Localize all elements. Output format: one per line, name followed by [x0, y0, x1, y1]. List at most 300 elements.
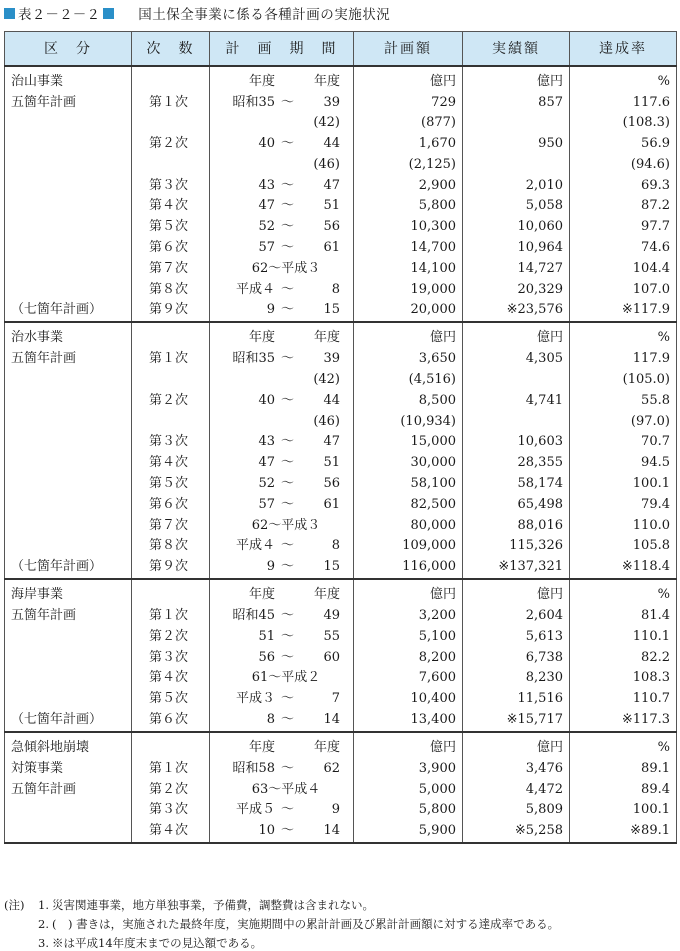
period-separator: ～	[280, 219, 294, 235]
rate-cell: 55.8	[570, 391, 677, 412]
period-separator: ～	[280, 351, 294, 367]
period-from: 9	[266, 559, 275, 575]
unit-oku-yen: 億円	[463, 732, 570, 759]
plan-amount-cell: (877)	[354, 113, 463, 134]
rate-cell: 110.1	[570, 627, 677, 648]
period-cell	[210, 412, 354, 433]
unit-oku-yen: 億円	[463, 579, 570, 606]
period-cell	[210, 710, 354, 732]
period-to: 15	[323, 302, 340, 318]
plan-amount-cell: (10,934)	[354, 412, 463, 433]
actual-amount-cell	[463, 113, 570, 134]
rate-cell: 74.6	[570, 238, 677, 259]
phase-cell: 第８次	[132, 280, 210, 301]
period-separator: ～	[280, 649, 294, 665]
actual-amount-cell: ※137,321	[463, 557, 570, 579]
period-range	[210, 155, 353, 176]
period-from: 57	[258, 496, 275, 512]
header-category: 区 分	[5, 32, 132, 66]
period-from: 10	[258, 823, 275, 839]
period-cell	[210, 259, 354, 280]
period-cell	[210, 391, 354, 412]
plan-amount-cell: 5,800	[354, 196, 463, 217]
phase-cell: 第２次	[132, 134, 210, 155]
table-row	[5, 668, 677, 689]
period-range	[210, 93, 353, 114]
phase-cell	[132, 732, 210, 759]
actual-amount-cell: 5,058	[463, 196, 570, 217]
period-cell	[210, 474, 354, 495]
phase-cell: 第５次	[132, 474, 210, 495]
phase-cell: 第４次	[132, 453, 210, 474]
period-from: 平成４	[235, 281, 275, 297]
category-cell	[5, 453, 132, 474]
period-separator: ～	[280, 136, 294, 152]
category-cell	[5, 412, 132, 433]
period-cell	[210, 732, 354, 759]
period-range	[210, 432, 353, 453]
period-separator: ～	[280, 760, 294, 776]
header-actual-amount: 実績額	[463, 32, 570, 66]
table-row	[5, 495, 677, 516]
plan-amount-cell: 109,000	[354, 536, 463, 557]
period-range	[210, 759, 353, 780]
unit-oku-yen: 億円	[463, 322, 570, 349]
period-cell	[210, 196, 354, 217]
rate-cell: 82.2	[570, 648, 677, 669]
unit-percent: %	[570, 322, 677, 349]
period-to: 14	[323, 712, 340, 728]
phase-cell: 第４次	[132, 668, 210, 689]
table-row	[5, 134, 677, 155]
actual-amount-cell	[463, 412, 570, 433]
unit-row	[5, 732, 677, 759]
category-cell	[5, 196, 132, 217]
category-cell: （七箇年計画）	[5, 300, 132, 322]
plan-amount-cell: 7,600	[354, 668, 463, 689]
rate-cell: 107.0	[570, 280, 677, 301]
period-range	[210, 176, 353, 197]
rate-cell: 89.1	[570, 759, 677, 780]
period-cell	[210, 821, 354, 843]
plan-amount-cell: 58,100	[354, 474, 463, 495]
period-cell	[210, 668, 354, 689]
period-to: 44	[323, 136, 340, 152]
table-row	[5, 648, 677, 669]
actual-amount-cell	[463, 370, 570, 391]
period-to: 7	[331, 691, 340, 707]
period-range	[210, 780, 353, 801]
period-cell	[210, 495, 354, 516]
unit-oku-yen: 億円	[354, 579, 463, 606]
period-range	[210, 113, 353, 134]
period-to: 55	[323, 628, 340, 644]
phase-cell: 第１次	[132, 349, 210, 370]
period-range	[210, 606, 353, 627]
category-cell: 治山事業	[5, 66, 132, 93]
period-range	[210, 516, 353, 537]
rate-cell: 117.6	[570, 93, 677, 114]
plan-amount-cell: (2,125)	[354, 155, 463, 176]
plan-amount-cell: 3,200	[354, 606, 463, 627]
plan-amount-cell: 116,000	[354, 557, 463, 579]
header-plan-amount: 計画額	[354, 32, 463, 66]
rate-cell: 70.7	[570, 432, 677, 453]
rate-cell: 79.4	[570, 495, 677, 516]
rate-cell: 69.3	[570, 176, 677, 197]
actual-amount-cell: 88,016	[463, 516, 570, 537]
period-to: (42)	[313, 115, 340, 131]
period-separator: ～	[280, 496, 294, 512]
actual-amount-cell: 28,355	[463, 453, 570, 474]
rate-cell: ※117.3	[570, 710, 677, 732]
phase-cell	[132, 113, 210, 134]
period-from: 40	[258, 136, 275, 152]
category-cell	[5, 536, 132, 557]
plan-amount-cell: 14,100	[354, 259, 463, 280]
actual-amount-cell: ※15,717	[463, 710, 570, 732]
phase-cell: 第９次	[132, 300, 210, 322]
table-row	[5, 196, 677, 217]
period-separator: ～	[280, 94, 294, 110]
period-to: 39	[323, 94, 340, 110]
phase-cell: 第９次	[132, 557, 210, 579]
period-separator: ～	[280, 628, 294, 644]
rate-cell: 108.3	[570, 668, 677, 689]
actual-amount-cell: 4,472	[463, 780, 570, 801]
actual-amount-cell: 5,613	[463, 627, 570, 648]
phase-cell	[132, 370, 210, 391]
period-from: 43	[258, 434, 275, 450]
category-cell	[5, 432, 132, 453]
period-range	[210, 536, 353, 557]
period-cell	[210, 627, 354, 648]
table-caption: 国土保全事業に係る各種計画の実施状況	[138, 7, 391, 23]
plan-amount-cell: (4,516)	[354, 370, 463, 391]
unit-fiscal-year: 年度	[248, 587, 275, 603]
rate-cell: (105.0)	[570, 370, 677, 391]
phase-cell: 第２次	[132, 627, 210, 648]
period-range	[210, 474, 353, 495]
actual-amount-cell: 4,305	[463, 349, 570, 370]
unit-oku-yen: 億円	[463, 66, 570, 93]
table-row	[5, 412, 677, 433]
table-row	[5, 557, 677, 579]
period-unit	[210, 327, 353, 349]
phase-cell: 第６次	[132, 710, 210, 732]
period-to: 62	[323, 760, 340, 776]
table-row	[5, 217, 677, 238]
unit-oku-yen: 億円	[354, 322, 463, 349]
footnote: 2. ( ) 書きは，実施された最終年度，実施期間中の累計計画及び累計計画額に対する達成率である。	[4, 915, 559, 934]
period-to: 60	[323, 649, 340, 665]
period-range	[210, 134, 353, 155]
phase-cell	[132, 322, 210, 349]
period-to: 8	[331, 281, 340, 297]
category-cell	[5, 391, 132, 412]
table-row	[5, 780, 677, 801]
period-cell	[210, 453, 354, 474]
category-cell: 海岸事業	[5, 579, 132, 606]
title-square-marker	[4, 8, 15, 19]
period-separator: ～	[280, 802, 294, 818]
unit-fiscal-year: 年度	[313, 587, 340, 603]
actual-amount-cell: 950	[463, 134, 570, 155]
table-row	[5, 453, 677, 474]
period-separator: ～	[280, 608, 294, 624]
period-range	[210, 800, 353, 821]
table-row	[5, 238, 677, 259]
plan-amount-cell: 5,900	[354, 821, 463, 843]
actual-amount-cell: 4,741	[463, 391, 570, 412]
actual-amount-cell: 5,809	[463, 800, 570, 821]
period-separator: ～	[280, 177, 294, 193]
period-from: 43	[258, 177, 275, 193]
period-cell	[210, 800, 354, 821]
plan-amount-cell: 5,100	[354, 627, 463, 648]
category-cell: （七箇年計画）	[5, 710, 132, 732]
period-separator: ～	[280, 455, 294, 471]
category-cell	[5, 821, 132, 843]
table-row	[5, 759, 677, 780]
actual-amount-cell: ※23,576	[463, 300, 570, 322]
actual-amount-cell: 3,476	[463, 759, 570, 780]
plan-amount-cell: 15,000	[354, 432, 463, 453]
period-cell	[210, 155, 354, 176]
phase-cell: 第３次	[132, 648, 210, 669]
period-text: 63～平成４	[251, 781, 321, 797]
category-cell: 急傾斜地崩壊	[5, 732, 132, 759]
unit-percent: %	[570, 66, 677, 93]
table-row	[5, 370, 677, 391]
period-from: 40	[258, 392, 275, 408]
plan-amount-cell: 19,000	[354, 280, 463, 301]
plan-amount-cell: 729	[354, 93, 463, 114]
period-cell	[210, 93, 354, 114]
category-cell	[5, 516, 132, 537]
plan-amount-cell: 82,500	[354, 495, 463, 516]
rate-cell: ※118.4	[570, 557, 677, 579]
rate-cell: 89.4	[570, 780, 677, 801]
footnote: 3. ※は平成14年度末までの見込額である。	[4, 934, 559, 951]
phase-cell	[132, 155, 210, 176]
period-separator: ～	[280, 691, 294, 707]
actual-amount-cell: 11,516	[463, 689, 570, 710]
period-separator: ～	[280, 538, 294, 554]
rate-cell: (97.0)	[570, 412, 677, 433]
unit-oku-yen: 億円	[354, 66, 463, 93]
category-cell	[5, 176, 132, 197]
category-cell: 五箇年計画	[5, 349, 132, 370]
period-range	[210, 627, 353, 648]
plan-amount-cell: 3,650	[354, 349, 463, 370]
period-separator: ～	[280, 434, 294, 450]
period-from: 平成５	[235, 802, 275, 818]
header-period: 計 画 期 間	[210, 32, 354, 66]
period-cell	[210, 217, 354, 238]
period-from: 昭和35	[232, 351, 275, 367]
category-cell	[5, 217, 132, 238]
period-to: 56	[323, 476, 340, 492]
period-separator: ～	[280, 240, 294, 256]
period-cell	[210, 134, 354, 155]
category-cell	[5, 495, 132, 516]
phase-cell: 第５次	[132, 689, 210, 710]
phase-cell: 第６次	[132, 495, 210, 516]
period-from: 52	[258, 476, 275, 492]
actual-amount-cell: 6,738	[463, 648, 570, 669]
period-to: 51	[323, 198, 340, 214]
phase-cell	[132, 412, 210, 433]
rate-cell: (94.6)	[570, 155, 677, 176]
period-cell	[210, 113, 354, 134]
unit-row	[5, 66, 677, 93]
period-separator: ～	[280, 476, 294, 492]
actual-amount-cell: 2,010	[463, 176, 570, 197]
rate-cell: 97.7	[570, 217, 677, 238]
category-cell	[5, 648, 132, 669]
actual-amount-cell	[463, 155, 570, 176]
unit-percent: %	[570, 732, 677, 759]
table-row	[5, 93, 677, 114]
table-row	[5, 474, 677, 495]
unit-fiscal-year: 年度	[248, 330, 275, 346]
rate-cell: ※89.1	[570, 821, 677, 843]
period-range	[210, 349, 353, 370]
period-from: 9	[266, 302, 275, 318]
period-cell	[210, 176, 354, 197]
period-range	[210, 689, 353, 710]
period-to: (46)	[313, 156, 340, 172]
rate-cell: 100.1	[570, 800, 677, 821]
period-to: 15	[323, 559, 340, 575]
period-to: 39	[323, 351, 340, 367]
phase-cell: 第７次	[132, 259, 210, 280]
period-separator: ～	[280, 559, 294, 575]
period-separator: ～	[280, 198, 294, 214]
period-cell	[210, 238, 354, 259]
period-unit	[210, 584, 353, 606]
period-range	[210, 259, 353, 280]
period-separator: ～	[280, 281, 294, 297]
period-to: 8	[331, 538, 340, 554]
unit-oku-yen: 億円	[354, 732, 463, 759]
plan-amount-cell: 10,300	[354, 217, 463, 238]
period-from: 8	[266, 712, 275, 728]
actual-amount-cell: 2,604	[463, 606, 570, 627]
period-range	[210, 668, 353, 689]
period-to: 51	[323, 455, 340, 471]
period-cell	[210, 648, 354, 669]
period-to: 14	[323, 823, 340, 839]
plan-amount-cell: 5,000	[354, 780, 463, 801]
period-range	[210, 238, 353, 259]
phase-cell: 第４次	[132, 196, 210, 217]
unit-row	[5, 322, 677, 349]
table-number: 表２－２－２	[18, 7, 101, 23]
period-cell	[210, 689, 354, 710]
category-cell: 治水事業	[5, 322, 132, 349]
period-to: 61	[323, 496, 340, 512]
category-cell	[5, 474, 132, 495]
plan-amount-cell: 14,700	[354, 238, 463, 259]
period-from: 47	[258, 455, 275, 471]
phase-cell: 第３次	[132, 800, 210, 821]
period-unit	[210, 71, 353, 93]
category-cell	[5, 280, 132, 301]
period-cell	[210, 579, 354, 606]
period-cell	[210, 606, 354, 627]
plan-amount-cell: 3,900	[354, 759, 463, 780]
plan-amount-cell: 30,000	[354, 453, 463, 474]
plan-amount-cell: 5,800	[354, 800, 463, 821]
period-range	[210, 648, 353, 669]
table-body	[5, 66, 677, 844]
rate-cell: (108.3)	[570, 113, 677, 134]
period-cell	[210, 349, 354, 370]
actual-amount-cell: 115,326	[463, 536, 570, 557]
plan-amount-cell: 20,000	[354, 300, 463, 322]
plan-amount-cell: 2,900	[354, 176, 463, 197]
table-row	[5, 280, 677, 301]
category-cell	[5, 627, 132, 648]
category-cell: 五箇年計画	[5, 606, 132, 627]
period-to: (42)	[313, 372, 340, 388]
period-to: 47	[323, 434, 340, 450]
period-range	[210, 300, 353, 321]
period-cell	[210, 300, 354, 322]
actual-amount-cell: 10,964	[463, 238, 570, 259]
footnote-label: (注)	[4, 898, 25, 912]
actual-amount-cell: 65,498	[463, 495, 570, 516]
table-row	[5, 821, 677, 843]
period-from: 昭和58	[232, 760, 275, 776]
period-from: 昭和35	[232, 94, 275, 110]
category-cell	[5, 113, 132, 134]
table-row	[5, 155, 677, 176]
footnotes	[4, 896, 559, 951]
category-cell: 五箇年計画	[5, 93, 132, 114]
period-to: 49	[323, 608, 340, 624]
category-cell: （七箇年計画）	[5, 557, 132, 579]
period-text: 62～平成３	[251, 517, 321, 533]
rate-cell: 94.5	[570, 453, 677, 474]
period-separator: ～	[280, 712, 294, 728]
header-achievement-rate: 達成率	[570, 32, 677, 66]
period-range	[210, 412, 353, 433]
period-range	[210, 280, 353, 301]
table-title	[4, 3, 390, 23]
plan-amount-cell: 10,400	[354, 689, 463, 710]
rate-cell: ※117.9	[570, 300, 677, 322]
phase-cell: 第６次	[132, 238, 210, 259]
rate-cell: 56.9	[570, 134, 677, 155]
period-to: (46)	[313, 413, 340, 429]
period-cell	[210, 322, 354, 349]
period-range	[210, 821, 353, 842]
rate-cell: 110.0	[570, 516, 677, 537]
period-range	[210, 391, 353, 412]
phase-cell: 第７次	[132, 516, 210, 537]
phase-cell: 第２次	[132, 780, 210, 801]
actual-amount-cell: 20,329	[463, 280, 570, 301]
footnote-text: ( ) 書きは，実施された最終年度，実施期間中の累計計画及び累計計画額に対する達成率である。	[52, 917, 560, 931]
period-cell	[210, 780, 354, 801]
plan-amount-cell: 8,500	[354, 391, 463, 412]
period-separator: ～	[280, 823, 294, 839]
plan-amount-cell: 13,400	[354, 710, 463, 732]
period-separator: ～	[280, 302, 294, 318]
